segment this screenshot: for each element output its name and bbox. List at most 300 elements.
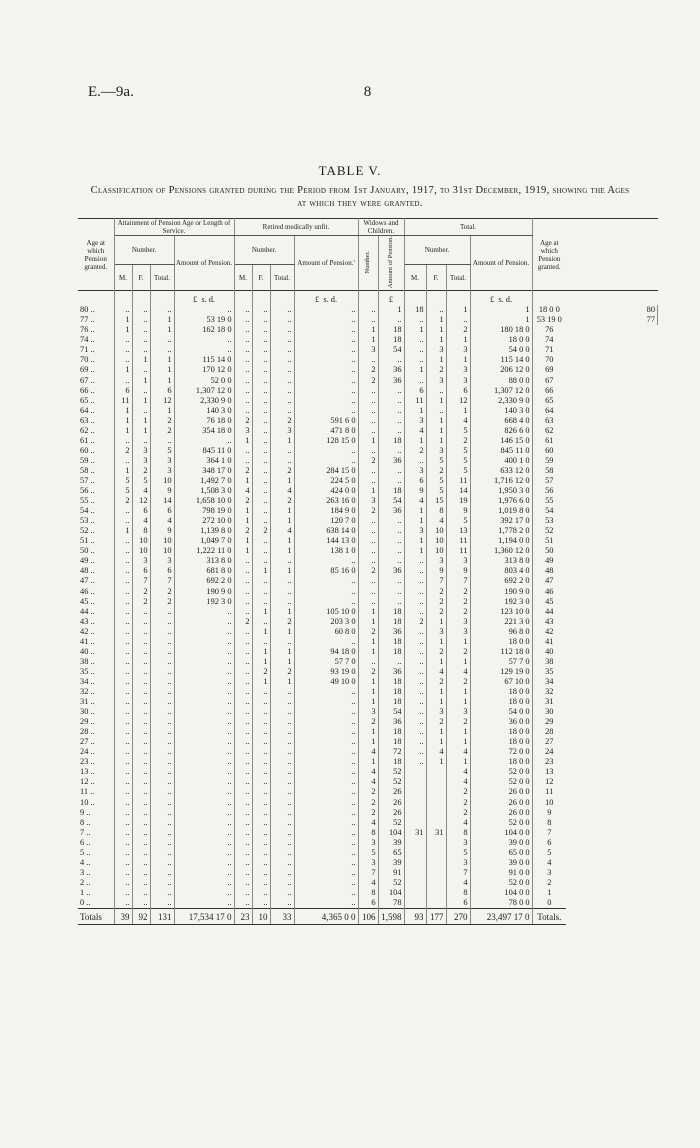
cell-ret-total: 1	[270, 607, 294, 617]
cell-att-f: 10	[132, 536, 150, 546]
table-row	[78, 637, 658, 647]
units-row	[78, 291, 658, 306]
cell-tot-m: ..	[404, 647, 426, 657]
cell-wid-amount: ..	[378, 466, 404, 476]
cell-att-f: ..	[132, 898, 150, 909]
cell-tot-total: 4	[446, 818, 470, 828]
cell-age-right: 18 0 0	[538, 305, 560, 315]
cell-age: 3 ..	[78, 868, 114, 878]
table-title: TABLE V.	[318, 163, 382, 178]
cell-ret-amount: ..	[294, 868, 358, 878]
cell-wid-amount: 54	[378, 345, 404, 355]
cell-tot-total: 2	[446, 607, 470, 617]
cell-wid-number: ..	[358, 526, 378, 536]
cell-ret-total: ..	[270, 637, 294, 647]
table-row	[78, 325, 658, 335]
cell-att-m: ..	[114, 747, 132, 757]
cell-wid-amount: 39	[378, 838, 404, 848]
cell-att-f: 12	[132, 496, 150, 506]
cell-att-amount: 1,658 10 0	[174, 496, 234, 506]
cell-att-total: ..	[150, 767, 174, 777]
cell-att-amount: 192 3 0	[174, 597, 234, 607]
cell-att-m: ..	[114, 637, 132, 647]
cell-age-right: 38	[545, 656, 554, 666]
cell-tot-m: 3	[404, 466, 426, 476]
total-ret-f: 10	[252, 909, 270, 925]
cell-tot-total: 1	[446, 737, 470, 747]
cell-tot-f	[426, 878, 446, 888]
cell-age-right: 27	[545, 737, 554, 747]
cell-wid-amount: 18	[378, 486, 404, 496]
cell-tot-amount: 39 0 0	[470, 838, 532, 848]
cell-tot-m	[404, 797, 426, 807]
cell-wid-number: ..	[358, 657, 378, 667]
cell-ret-total: ..	[270, 747, 294, 757]
cell-ret-f: ..	[252, 767, 270, 777]
widows-amount-header: Amount of Pension.	[378, 236, 404, 291]
cell-att-amount: 692 2 0	[174, 576, 234, 586]
cell-age: 70 ..	[78, 355, 114, 365]
cell-att-total: 1	[150, 406, 174, 416]
cell-age-right: 12	[545, 777, 554, 787]
cell-age: 42 ..	[78, 627, 114, 637]
table-row	[78, 305, 658, 315]
cell-tot-m	[404, 888, 426, 898]
cell-ret-amount: ..	[294, 707, 358, 717]
cell-tot-m: ..	[404, 376, 426, 386]
cell-age-right: 29	[545, 717, 554, 727]
cell-ret-f: ..	[252, 697, 270, 707]
cell-age-right: 70	[545, 355, 554, 365]
cell-ret-amount: 60 8 0	[294, 627, 358, 637]
cell-ret-m: ..	[234, 858, 252, 868]
table-row	[78, 456, 658, 466]
cell-ret-total: ..	[270, 898, 294, 909]
cell-tot-f	[426, 838, 446, 848]
cell-ret-m: ..	[234, 707, 252, 717]
table-row	[78, 446, 658, 456]
cell-age-right: 1	[547, 887, 552, 897]
cell-ret-m: ..	[234, 747, 252, 757]
cell-wid-amount: 1	[378, 305, 404, 315]
cell-att-m: ..	[114, 787, 132, 797]
table-row	[78, 797, 658, 807]
cell-tot-f	[426, 767, 446, 777]
cell-att-amount: ..	[174, 335, 234, 345]
cell-age-right: 62	[545, 425, 554, 435]
cell-tot-amount: 104 0 0	[470, 828, 532, 838]
cell-att-amount: ..	[174, 858, 234, 868]
cell-att-amount: ..	[174, 787, 234, 797]
cell-ret-f: ..	[252, 757, 270, 767]
cell-wid-amount: 54	[378, 496, 404, 506]
cell-tot-f	[426, 818, 446, 828]
cell-att-m: ..	[114, 777, 132, 787]
cell-wid-number: 2	[358, 376, 378, 386]
cell-att-total: 10	[150, 546, 174, 556]
cell-age: 71 ..	[78, 345, 114, 355]
cell-ret-m: ..	[234, 355, 252, 365]
cell-tot-amount: 1	[470, 315, 532, 325]
cell-ret-total: 1	[270, 476, 294, 486]
cell-age-right: 46	[545, 586, 554, 596]
cell-ret-total: 1	[270, 436, 294, 446]
cell-ret-f: ..	[252, 365, 270, 375]
cell-tot-f: 3	[426, 376, 446, 386]
cell-age-right: 0	[547, 897, 552, 907]
table-row	[78, 747, 658, 757]
cell-tot-amount: 206 12 0	[470, 365, 532, 375]
cell-ret-f: ..	[252, 717, 270, 727]
cell-att-f: 4	[132, 486, 150, 496]
cell-ret-f: ..	[252, 637, 270, 647]
cell-ret-f: 1	[252, 627, 270, 637]
cell-wid-number: ..	[358, 355, 378, 365]
cell-ret-f: ..	[252, 315, 270, 325]
cell-tot-amount: 52 0 0	[470, 818, 532, 828]
cell-att-m: ..	[114, 717, 132, 727]
table-row	[78, 476, 658, 486]
cell-age-right: 54	[545, 506, 554, 516]
cell-wid-number: ..	[358, 597, 378, 607]
cell-att-amount: 845 11 0	[174, 446, 234, 456]
cell-tot-amount: 180 18 0	[470, 325, 532, 335]
cell-ret-f: ..	[252, 476, 270, 486]
cell-wid-number: 1	[358, 687, 378, 697]
cell-att-m: ..	[114, 828, 132, 838]
cell-ret-m: ..	[234, 637, 252, 647]
cell-ret-m: ..	[234, 677, 252, 687]
cell-tot-f	[426, 868, 446, 878]
number-header-3: Number.	[404, 236, 470, 265]
table-row	[78, 727, 658, 737]
cell-att-amount: 1,492 7 0	[174, 476, 234, 486]
cell-wid-number: 1	[358, 486, 378, 496]
cell-ret-amount: ..	[294, 396, 358, 406]
cell-att-total: 1	[150, 376, 174, 386]
cell-tot-total: 9	[446, 506, 470, 516]
cell-ret-amount: ..	[294, 456, 358, 466]
cell-tot-amount: 18 0 0	[470, 687, 532, 697]
col-f-2: F.	[252, 264, 270, 290]
cell-att-total: 1	[150, 365, 174, 375]
cell-ret-f: ..	[252, 556, 270, 566]
cell-tot-amount: 18 0 0	[470, 737, 532, 747]
cell-ret-f: ..	[252, 617, 270, 627]
cell-att-total: ..	[150, 707, 174, 717]
cell-att-amount: 162 18 0	[174, 325, 234, 335]
cell-tot-f: 1	[426, 416, 446, 426]
cell-ret-m: ..	[234, 818, 252, 828]
cell-ret-total: ..	[270, 576, 294, 586]
cell-tot-m: 4	[404, 426, 426, 436]
cell-ret-f: ..	[252, 506, 270, 516]
table-row	[78, 386, 658, 396]
cell-tot-total: 1	[446, 335, 470, 345]
cell-wid-amount: 36	[378, 566, 404, 576]
cell-att-amount: ..	[174, 888, 234, 898]
cell-wid-amount: 18	[378, 647, 404, 657]
cell-ret-m: ..	[234, 787, 252, 797]
table-row	[78, 818, 658, 828]
cell-ret-m: ..	[234, 878, 252, 888]
cell-att-f: 3	[132, 556, 150, 566]
cell-age: 46 ..	[78, 587, 114, 597]
cell-ret-m: 4	[234, 486, 252, 496]
col-m-3: M.	[404, 264, 426, 290]
cell-att-amount: ..	[174, 747, 234, 757]
cell-att-total: 2	[150, 416, 174, 426]
table-row	[78, 787, 658, 797]
cell-tot-f: 2	[426, 587, 446, 597]
cell-wid-number: 3	[358, 838, 378, 848]
cell-att-total: ..	[150, 818, 174, 828]
cell-ret-f: ..	[252, 787, 270, 797]
cell-ret-m: ..	[234, 597, 252, 607]
cell-tot-f: ..	[426, 406, 446, 416]
cell-att-total: ..	[150, 787, 174, 797]
cell-att-f: ..	[132, 707, 150, 717]
cell-age: 45 ..	[78, 597, 114, 607]
cell-att-m: 1	[114, 416, 132, 426]
cell-ret-total: ..	[270, 707, 294, 717]
cell-tot-f: 3	[426, 556, 446, 566]
table-row	[78, 888, 658, 898]
cell-tot-m	[404, 838, 426, 848]
cell-tot-m: 1	[404, 325, 426, 335]
cell-tot-total: 5	[446, 456, 470, 466]
cell-tot-m: 6	[404, 386, 426, 396]
cell-att-f: 5	[132, 476, 150, 486]
cell-age: 8 ..	[78, 818, 114, 828]
cell-wid-number: 1	[358, 647, 378, 657]
cell-ret-total: ..	[270, 335, 294, 345]
cell-att-total: ..	[150, 335, 174, 345]
cell-ret-total: ..	[270, 808, 294, 818]
cell-att-f: 7	[132, 576, 150, 586]
cell-ret-total: ..	[270, 838, 294, 848]
cell-tot-m: 1	[404, 516, 426, 526]
cell-ret-amount: ..	[294, 687, 358, 697]
table-row	[78, 396, 658, 406]
cell-tot-m: ..	[404, 607, 426, 617]
cell-att-total: ..	[150, 607, 174, 617]
table-row	[78, 868, 658, 878]
cell-ret-total: ..	[270, 597, 294, 607]
cell-att-total: 1	[150, 315, 174, 325]
table-row	[78, 355, 658, 365]
cell-att-m: ..	[114, 536, 132, 546]
cell-tot-total: 19	[446, 496, 470, 506]
cell-tot-total: 6	[446, 386, 470, 396]
table-row	[78, 777, 658, 787]
cell-att-amount: 76 18 0	[174, 416, 234, 426]
cell-ret-f: ..	[252, 426, 270, 436]
cell-ret-amount: ..	[294, 878, 358, 888]
cell-ret-m: 2	[234, 416, 252, 426]
cell-tot-amount: 1,019 8 0	[470, 506, 532, 516]
cell-wid-amount: ..	[378, 476, 404, 486]
cell-ret-amount: ..	[294, 828, 358, 838]
cell-att-m: ..	[114, 607, 132, 617]
table-row	[78, 536, 658, 546]
cell-ret-total: ..	[270, 406, 294, 416]
cell-wid-number: ..	[358, 476, 378, 486]
cell-tot-f: 1	[426, 436, 446, 446]
cell-tot-f: 10	[426, 546, 446, 556]
cell-ret-m: ..	[234, 888, 252, 898]
cell-ret-amount: 591 6 0	[294, 416, 358, 426]
table-row	[78, 607, 658, 617]
cell-wid-amount: 36	[378, 667, 404, 677]
cell-ret-amount: 638 14 0	[294, 526, 358, 536]
cell-tot-total: 1	[446, 687, 470, 697]
cell-wid-number: 2	[358, 456, 378, 466]
cell-att-f: 1	[132, 416, 150, 426]
cell-tot-total: 1	[446, 637, 470, 647]
cell-wid-amount: 36	[378, 456, 404, 466]
cell-age: 50 ..	[78, 546, 114, 556]
cell-ret-total: 1	[270, 657, 294, 667]
cell-age: 4 ..	[78, 858, 114, 868]
cell-att-amount: ..	[174, 717, 234, 727]
total-att-amount: 17,534 17 0	[174, 909, 234, 925]
cell-att-total: ..	[150, 627, 174, 637]
cell-ret-total: 2	[270, 617, 294, 627]
cell-att-f: ..	[132, 647, 150, 657]
cell-att-m: 5	[114, 476, 132, 486]
cell-tot-amount: 129 19 0	[470, 667, 532, 677]
cell-age-right: 5	[547, 847, 552, 857]
cell-att-m: ..	[114, 888, 132, 898]
cell-att-total: 5	[150, 446, 174, 456]
cell-wid-number: ..	[358, 536, 378, 546]
cell-tot-f: 2	[426, 717, 446, 727]
cell-tot-m: 1	[404, 406, 426, 416]
table-row	[78, 617, 658, 627]
cell-wid-number: 1	[358, 325, 378, 335]
table-row	[78, 667, 658, 677]
cell-ret-total: ..	[270, 687, 294, 697]
cell-tot-f	[426, 858, 446, 868]
cell-att-amount: 364 1 0	[174, 456, 234, 466]
cell-att-m: ..	[114, 617, 132, 627]
cell-ret-amount: ..	[294, 858, 358, 868]
cell-tot-m: ..	[404, 707, 426, 717]
cell-tot-f: 1	[426, 335, 446, 345]
cell-ret-total: ..	[270, 556, 294, 566]
cell-tot-m: ..	[404, 747, 426, 757]
cell-tot-m	[404, 848, 426, 858]
cell-att-m: ..	[114, 506, 132, 516]
cell-att-total: ..	[150, 777, 174, 787]
cell-att-amount: 52 0 0	[174, 376, 234, 386]
cell-wid-amount: 36	[378, 376, 404, 386]
cell-att-amount: 1,139 8 0	[174, 526, 234, 536]
cell-att-f: ..	[132, 777, 150, 787]
cell-att-m: ..	[114, 838, 132, 848]
col-age-header: Age at which Pension granted.	[78, 219, 114, 291]
cell-wid-amount: 36	[378, 365, 404, 375]
cell-att-m: ..	[114, 647, 132, 657]
cell-ret-m: ..	[234, 587, 252, 597]
cell-age-right: 65	[545, 395, 554, 405]
cell-ret-m: 2	[234, 617, 252, 627]
cell-ret-f: ..	[252, 687, 270, 697]
cell-ret-total: 3	[270, 426, 294, 436]
cell-age-right: 42	[545, 626, 554, 636]
cell-ret-amount: 94 18 0	[294, 647, 358, 657]
cell-tot-total: 2	[446, 587, 470, 597]
total-age-right: Totals.	[532, 909, 566, 925]
cell-tot-m: ..	[404, 556, 426, 566]
cell-tot-f: 2	[426, 647, 446, 657]
cell-ret-amount: ..	[294, 888, 358, 898]
cell-tot-total: 3	[446, 556, 470, 566]
cell-att-total: 7	[150, 576, 174, 586]
cell-ret-m: ..	[234, 757, 252, 767]
cell-ret-amount: ..	[294, 355, 358, 365]
cell-tot-total: 3	[446, 365, 470, 375]
cell-att-total: ..	[150, 888, 174, 898]
cell-tot-total: 5	[446, 466, 470, 476]
cell-tot-total: 3	[446, 858, 470, 868]
cell-tot-amount: 633 12 0	[470, 466, 532, 476]
cell-att-f: ..	[132, 627, 150, 637]
cell-tot-total: 4	[446, 878, 470, 888]
cell-att-total: ..	[150, 637, 174, 647]
unit-amount-1: £ s. d.	[174, 291, 234, 306]
cell-wid-amount: ..	[378, 576, 404, 586]
cell-att-m: ..	[114, 355, 132, 365]
col-total-3: Total.	[449, 273, 467, 282]
cell-att-f: ..	[132, 305, 150, 315]
cell-ret-amount: ..	[294, 587, 358, 597]
cell-att-m: ..	[114, 576, 132, 586]
cell-ret-total: 4	[270, 526, 294, 536]
cell-tot-m: 9	[404, 486, 426, 496]
cell-age: 47 ..	[78, 576, 114, 586]
cell-att-amount: 313 8 0	[174, 556, 234, 566]
cell-att-m: ..	[114, 657, 132, 667]
cell-wid-number: 2	[358, 808, 378, 818]
cell-att-m: ..	[114, 797, 132, 807]
cell-ret-total: 2	[270, 466, 294, 476]
cell-ret-total: ..	[270, 727, 294, 737]
cell-att-amount: 170 12 0	[174, 365, 234, 375]
cell-ret-total: 2	[270, 667, 294, 677]
cell-tot-f: 9	[426, 566, 446, 576]
cell-tot-total: 8	[446, 828, 470, 838]
cell-age-right: 52	[545, 526, 554, 536]
cell-tot-f: 10	[426, 536, 446, 546]
cell-ret-amount: ..	[294, 386, 358, 396]
cell-age: 27 ..	[78, 737, 114, 747]
cell-age-right: 31	[545, 697, 554, 707]
cell-ret-f: 1	[252, 657, 270, 667]
cell-age: 63 ..	[78, 416, 114, 426]
cell-ret-m: 2	[234, 526, 252, 536]
cell-att-amount: 190 9 0	[174, 587, 234, 597]
cell-att-f: ..	[132, 787, 150, 797]
cell-age: 61 ..	[78, 436, 114, 446]
cell-att-m: 1	[114, 365, 132, 375]
cell-tot-f: 5	[426, 486, 446, 496]
cell-att-total: ..	[150, 617, 174, 627]
cell-age-right: 32	[545, 686, 554, 696]
cell-ret-f: 2	[252, 667, 270, 677]
cell-age: 12 ..	[78, 777, 114, 787]
